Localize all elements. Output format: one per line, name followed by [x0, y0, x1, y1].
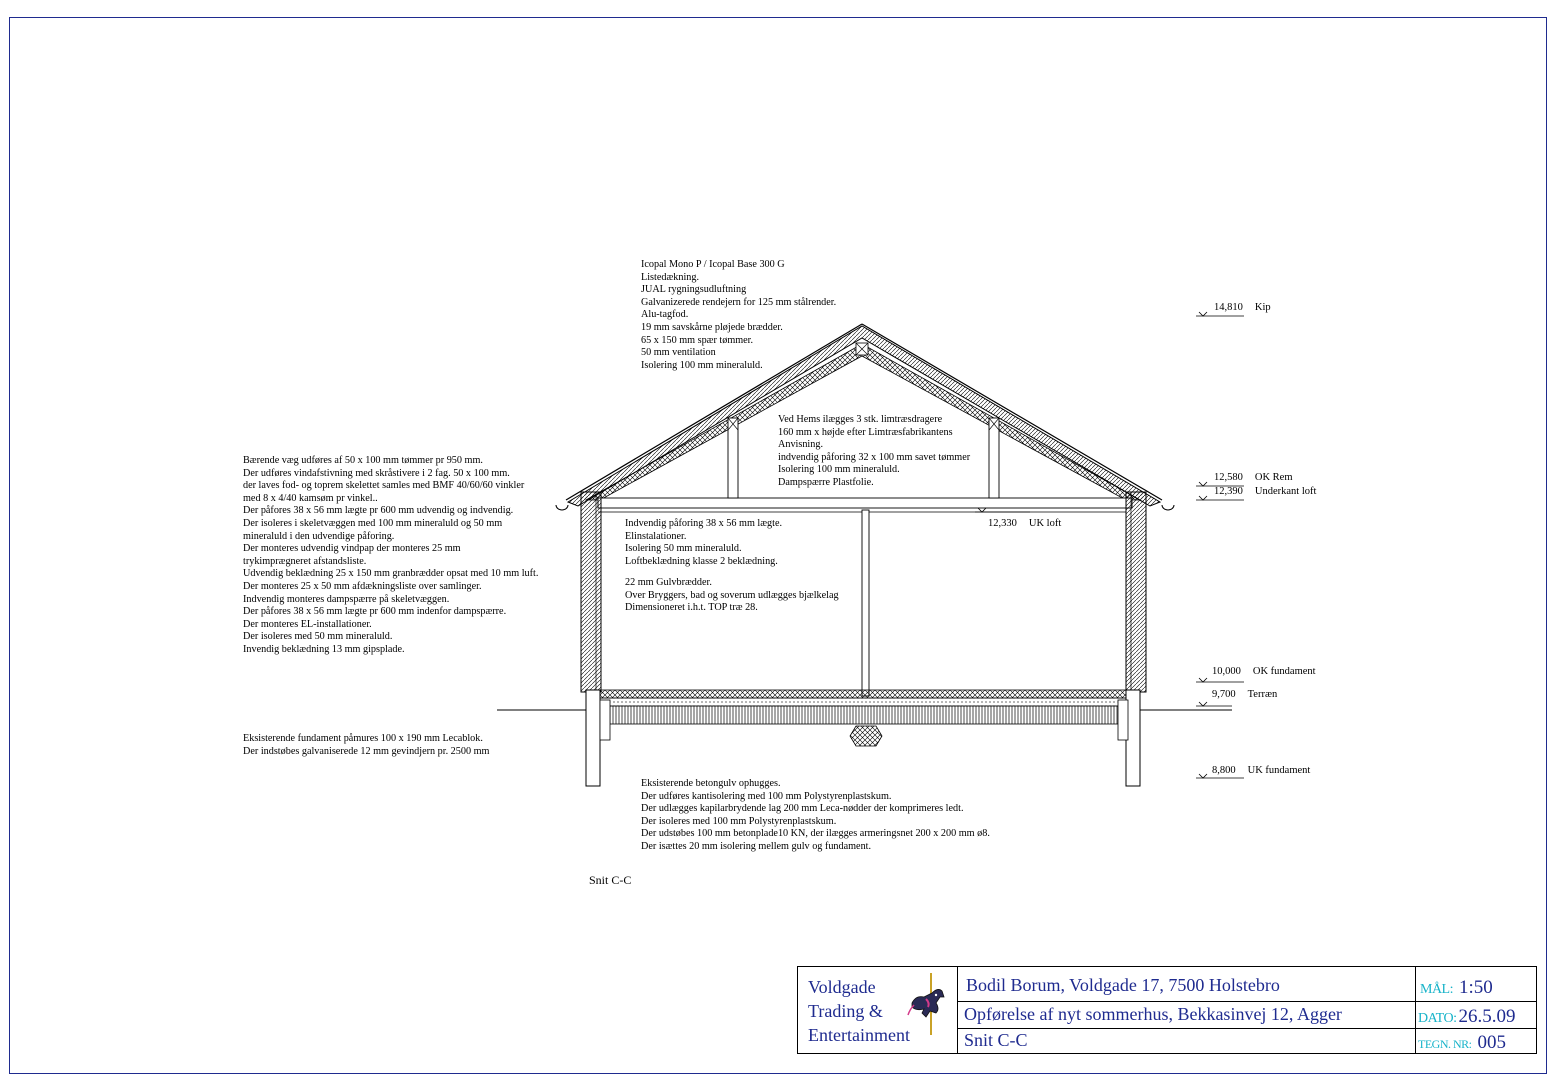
note-line: Indvendig påforing 38 x 56 mm lægte.: [625, 518, 783, 529]
note-line: Der påfores 38 x 56 mm lægte pr 600 mm indenfor dampspærre.: [243, 606, 507, 618]
level-terraen: 9,700 Terræn: [1212, 689, 1278, 700]
number-value: 005: [1477, 1032, 1506, 1053]
date-value: 26.5.09: [1458, 1006, 1516, 1027]
note-line: Der isoleres i skeletvæggen med 100 mm mineraluld og 50 mm: [243, 517, 503, 529]
note-line: Der monteres udvendig vindpap der monteres 25 mm: [243, 543, 461, 555]
date-label: DATO:: [1418, 1011, 1457, 1026]
note-line: Bærende væg udføres af 50 x 100 mm tømmer pr 950 mm.: [243, 455, 483, 466]
section-caption: Snit C-C: [589, 873, 632, 887]
carousel-horse-logo: [906, 973, 948, 1035]
note-line: Elinstalationer.: [625, 530, 687, 542]
note-ceiling: [625, 518, 782, 568]
title-block: [797, 966, 1537, 1054]
company-line-2: Trading &: [808, 1001, 883, 1021]
note-line: Over Bryggers, bad og soverum udlægges bjælkelag: [625, 589, 839, 601]
company-line-1: Voldgade: [808, 977, 876, 997]
note-foundation: [243, 733, 489, 758]
note-line: Listedækning.: [641, 271, 700, 283]
interior-column: [862, 510, 869, 696]
note-line: indvendig påforing 32 x 100 mm savet tømmer: [778, 451, 971, 463]
note-line: Der påfores 38 x 56 mm lægte pr 600 mm udvendig og indvendig.: [243, 505, 514, 517]
level-kip: 14,810 Kip: [1214, 302, 1271, 313]
note-floor: [625, 577, 839, 615]
note-line: 22 mm Gulvbrædder.: [625, 577, 712, 588]
company-name: [798, 967, 958, 1053]
note-roof: [641, 259, 836, 372]
level-uk-loft: 12,330 UK loft: [988, 518, 1062, 529]
hems-post-right: [989, 418, 999, 498]
note-line: Isolering 100 mm mineraluld.: [778, 464, 900, 476]
note-line: Indvendig monteres dampspærre på skeletvæggen.: [243, 593, 450, 605]
note-line: Anvisning.: [778, 439, 823, 451]
gutter-left: [556, 505, 568, 510]
level-underkant-loft: 12,390 Underkant loft: [1214, 486, 1317, 497]
note-line: Isolering 50 mm mineraluld.: [625, 543, 742, 555]
note-line: mineraluld i den udvendige påforing.: [243, 530, 395, 542]
floor-slab: [598, 690, 1132, 724]
drawing-number-field: [1416, 1029, 1536, 1053]
note-line: Icopal Mono P / Icopal Base 300 G: [641, 259, 785, 270]
note-line: Der monteres 25 x 50 mm afdækningsliste over samlinger.: [243, 580, 482, 592]
note-line: 50 mm ventilation: [641, 347, 716, 359]
note-line: 19 mm savskårne pløjede brædder.: [641, 321, 783, 333]
note-line: Der isættes 20 mm isolering mellem gulv og fundament.: [641, 840, 872, 852]
foundation-right: [1118, 690, 1140, 786]
note-wall: [243, 455, 538, 657]
company-line-3: Entertainment: [808, 1025, 910, 1045]
note-line: der laves fod- og toprem skelettet samles med BMF 40/60/60 vinkler: [243, 480, 525, 492]
note-line: JUAL rygningsudluftning: [641, 284, 747, 296]
foundation-left: [586, 690, 610, 786]
note-line: Der udføres kantisolering med 100 mm Polystyrenplastskum.: [641, 790, 892, 802]
note-line: Der isoleres med 100 mm Polystyrenplastskum.: [641, 815, 837, 827]
hems-post-left: [728, 418, 738, 498]
note-line: trykimprægneret afstandsliste.: [243, 555, 367, 567]
scale-value: 1:50: [1459, 977, 1493, 998]
level-ok-fundament: 10,000 OK fundament: [1212, 666, 1316, 677]
note-line: Isolering 100 mm mineraluld.: [641, 359, 763, 371]
note-line: Udvendig beklædning 25 x 150 mm granbrædder opsat med 10 mm luft.: [243, 568, 539, 580]
note-hems: [778, 414, 970, 490]
note-line: Galvanizerede rendejern for 125 mm stålrender.: [641, 296, 837, 308]
note-line: Der monteres EL-installationer.: [243, 618, 372, 630]
note-line: Invendig beklædning 13 mm gipsplade.: [243, 643, 405, 655]
note-line: Eksisterende betongulv ophugges.: [641, 778, 781, 789]
scale-field: [1416, 967, 1536, 1002]
note-line: Der udstøbes 100 mm betonplade10 KN, der ilægges armeringsnet 200 x 200 mm ø8.: [641, 828, 990, 840]
number-label: TEGN. NR:: [1418, 1037, 1472, 1051]
note-line: med 8 x 4/40 kamsøm pr vinkel..: [243, 492, 378, 504]
level-marker-ok-fundament: [1196, 678, 1244, 682]
note-line: Der udlægges kapilarbrydende lag 200 mm Leca-nødder der komprimeres ledt.: [641, 803, 964, 815]
note-line: Der isoleres med 50 mm mineraluld.: [243, 631, 393, 643]
note-line: Der udføres vindafstivning med skråstivere i 2 fag. 50 x 100 mm.: [243, 467, 510, 479]
gutter-right: [1162, 505, 1174, 510]
scale-label: MÅL:: [1420, 982, 1453, 997]
note-line: Dampspærre Plastfolie.: [778, 476, 874, 488]
note-slab: [641, 778, 990, 854]
project-line: Opførelse af nyt sommerhus, Bekkasinvej 12, Agger: [958, 1002, 1416, 1029]
wall-left: [581, 492, 601, 692]
client-line: Bodil Borum, Voldgade 17, 7500 Holstebro: [958, 967, 1416, 1002]
note-line: 160 mm x højde efter Limtræsfabrikantens: [778, 426, 953, 438]
note-line: Der indstøbes galvaniserede 12 mm gevindjern pr. 2500 mm: [243, 745, 490, 757]
date-field: [1416, 1002, 1536, 1029]
note-line: Loftbeklædning klasse 2 beklædning.: [625, 555, 778, 567]
note-line: Ved Hems ilægges 3 stk. limtræsdragere: [778, 414, 943, 425]
note-line: Eksisterende fundament påmures 100 x 190 mm Lecablok.: [243, 733, 483, 744]
drawing-name: Snit C-C: [958, 1029, 1416, 1053]
level-marker-terraen: [1196, 702, 1232, 706]
note-line: Dimensioneret i.h.t. TOP træ 28.: [625, 602, 758, 614]
note-line: Alu-tagfod.: [641, 309, 689, 321]
center-footing: [850, 726, 882, 746]
wall-right: [1126, 492, 1146, 692]
level-ok-rem: 12,580 OK Rem: [1214, 472, 1293, 483]
level-marker-uk-loft: [975, 508, 1030, 512]
level-uk-fundament: 8,800 UK fundament: [1212, 765, 1311, 776]
note-line: 65 x 150 mm spær tømmer.: [641, 334, 754, 346]
